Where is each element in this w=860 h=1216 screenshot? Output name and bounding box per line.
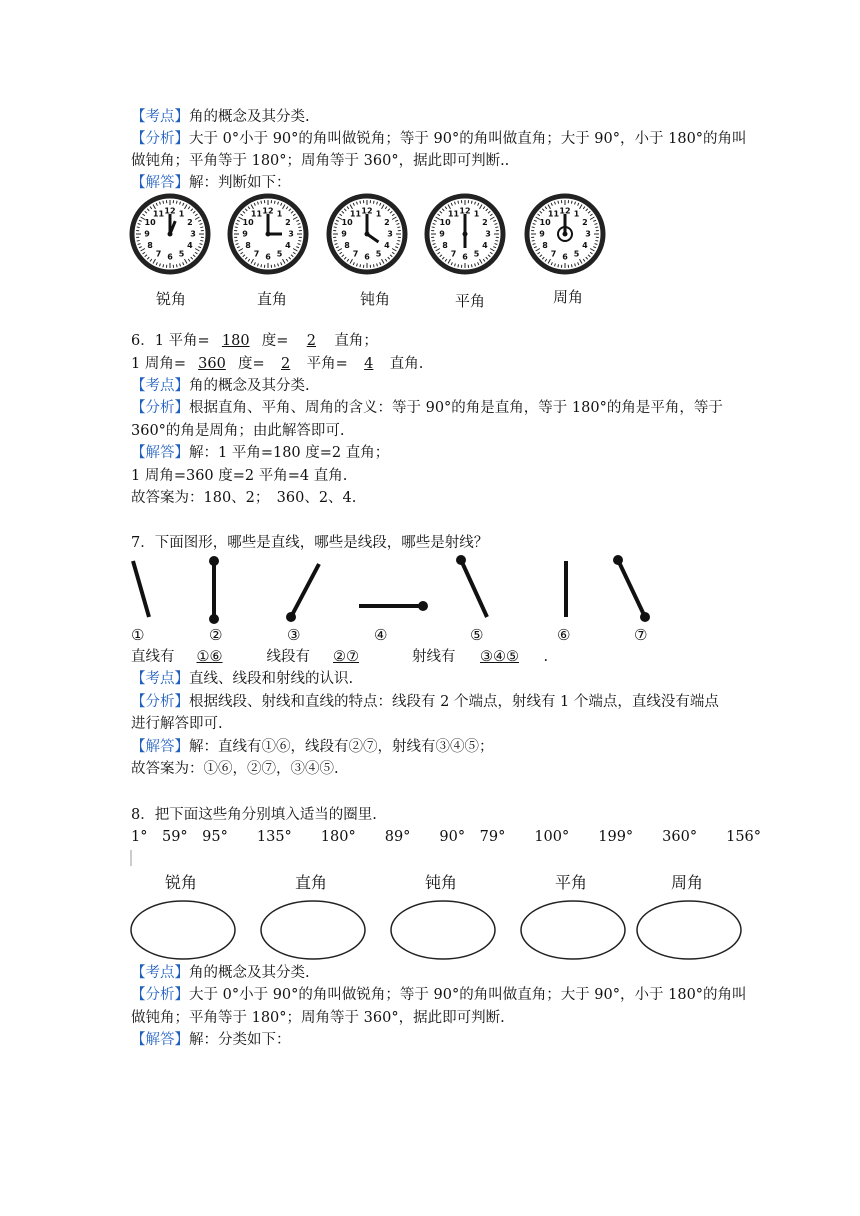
clock-tick xyxy=(163,201,164,204)
clock-label-obtuse: 钝角 xyxy=(359,290,390,308)
clock-numeral: 6 xyxy=(167,252,173,262)
clock-numeral: 2 xyxy=(582,218,588,227)
q6-jieda: 【解答】解：1 平角=180 度=2 直角； xyxy=(131,445,390,461)
clock-tick xyxy=(397,240,400,241)
q8-fenxi: 【分析】大于 0°小于 90°的角叫做锐角；等于 90°的角叫做直角；大于 90°，小于 180°的角叫 xyxy=(131,987,747,1003)
figure-7-endpoint-bottom xyxy=(640,612,650,622)
clock-tick xyxy=(235,240,238,241)
clock-tick xyxy=(163,264,164,267)
figure-5-endpoint xyxy=(456,555,466,565)
oval-label-acute: 锐角 xyxy=(164,873,197,892)
clock-numeral: 5 xyxy=(178,249,185,259)
clock-numeral: 10 xyxy=(144,218,156,227)
q7-fenxi-cont: 进行解答即可. xyxy=(131,716,223,732)
clock-numeral: 4 xyxy=(285,241,291,250)
clock-numeral: 4 xyxy=(482,241,488,250)
clock-center xyxy=(266,232,271,237)
clock-numeral: 5 xyxy=(473,249,480,259)
clock-numeral: 6 xyxy=(265,252,271,262)
clock-numeral: 7 xyxy=(450,249,457,259)
clock-figure xyxy=(128,194,608,280)
figure-2-endpoint-top xyxy=(209,556,219,566)
clock-tick xyxy=(200,227,203,228)
clock-tick xyxy=(495,227,498,228)
clock-numeral: 11 xyxy=(447,209,460,219)
figure-2-label: ② xyxy=(209,626,223,644)
figure-3-ray xyxy=(291,564,319,617)
clock-tick xyxy=(373,264,374,267)
q5-kaodian: 【考点】角的概念及其分类. xyxy=(131,109,310,125)
clock-numeral: 9 xyxy=(144,229,150,239)
clock-4 xyxy=(427,196,503,272)
q5-fenxi-cont: 做钝角；平角等于 180°；周角等于 360°，据此即可判断.. xyxy=(131,153,510,169)
clock-2 xyxy=(230,196,306,272)
clock-tick xyxy=(471,264,472,267)
q7-jieda: 【解答】解：直线有①⑥，线段有②⑦，射线有③④⑤； xyxy=(131,739,494,755)
clock-numeral: 6 xyxy=(462,252,468,262)
figure-7-segment xyxy=(618,560,645,617)
q6-fenxi-cont: 360°的角是周角；由此解答即可. xyxy=(131,423,345,439)
clock-tick xyxy=(176,201,177,204)
oval-obtuse xyxy=(391,901,495,959)
figure-4-label: ④ xyxy=(374,626,388,644)
clock-tick xyxy=(298,227,301,228)
clock-tick xyxy=(532,240,535,241)
clock-numeral: 1 xyxy=(178,209,185,219)
clock-tick xyxy=(261,264,262,267)
clock-numeral: 6 xyxy=(562,252,568,262)
clock-tick xyxy=(200,240,203,241)
oval-acute xyxy=(131,901,235,959)
clock-numeral: 7 xyxy=(155,249,162,259)
clock-tick xyxy=(571,201,572,204)
clock-tick xyxy=(432,227,435,228)
clock-tick xyxy=(373,201,374,204)
figure-1-label: ① xyxy=(131,626,145,644)
figure-1-line xyxy=(133,561,149,617)
clock-numeral: 5 xyxy=(573,249,580,259)
clock-numeral: 12 xyxy=(164,206,176,216)
clock-numeral: 4 xyxy=(187,241,193,250)
q6-jieda-cont: 1 周角=360 度=2 平角=4 直角. xyxy=(131,468,348,484)
clock-numeral: 12 xyxy=(361,206,373,216)
oval-label-full: 周角 xyxy=(670,873,703,892)
clock-tick xyxy=(558,201,559,204)
clock-numeral: 8 xyxy=(442,241,448,250)
clock-tick xyxy=(495,240,498,241)
q5-fenxi: 【分析】大于 0°小于 90°的角叫做锐角；等于 90°的角叫做直角；大于 90°，小于 180°的角叫 xyxy=(131,131,747,147)
q8-kaodian: 【考点】角的概念及其分类. xyxy=(131,965,310,981)
oval-straight xyxy=(521,901,625,959)
figure-7-endpoint-top xyxy=(613,555,623,565)
oval-right xyxy=(261,901,365,959)
clock-tick xyxy=(137,227,140,228)
clock-numeral: 9 xyxy=(341,229,347,239)
clock-center xyxy=(168,232,173,237)
clock-tick xyxy=(261,201,262,204)
q6-kaodian: 【考点】角的概念及其分类. xyxy=(131,378,310,394)
figure-3-endpoint xyxy=(286,612,296,622)
clock-numeral: 6 xyxy=(364,252,370,262)
oval-label-straight: 平角 xyxy=(554,873,587,892)
clock-numeral: 1 xyxy=(276,209,283,219)
clock-numeral: 3 xyxy=(585,229,591,239)
clock-numeral: 3 xyxy=(288,229,294,239)
clock-numeral: 11 xyxy=(349,209,362,219)
clock-tick xyxy=(298,240,301,241)
clock-center xyxy=(563,232,568,237)
clock-numeral: 8 xyxy=(542,241,548,250)
clock-tick xyxy=(532,227,535,228)
clock-tick xyxy=(397,227,400,228)
clock-tick xyxy=(432,240,435,241)
figure-6-label: ⑥ xyxy=(557,626,571,644)
clock-tick xyxy=(471,201,472,204)
clock-tick xyxy=(274,264,275,267)
clock-numeral: 11 xyxy=(152,209,165,219)
clock-tick xyxy=(360,201,361,204)
q5-jieda: 【解答】解：判断如下： xyxy=(131,175,291,191)
clock-tick xyxy=(235,227,238,228)
clock-tick xyxy=(595,240,598,241)
oval-label-right: 直角 xyxy=(294,873,327,892)
clock-label-right: 直角 xyxy=(256,290,287,308)
q6-line2: 1 周角= 360 度= 2 平角= 4 直角. xyxy=(131,356,424,372)
clock-5 xyxy=(527,196,603,272)
clock-numeral: 10 xyxy=(439,218,451,227)
clock-numeral: 1 xyxy=(375,209,382,219)
q8-angle-list: 1° 59° 95° 135° 180° 89° 90° 79° 100° 199° 360° 156° xyxy=(131,829,762,845)
q6-answer: 故答案为：180、2； 360、2、4. xyxy=(131,490,357,506)
clock-numeral: 12 xyxy=(459,206,471,216)
q8-question: 8．把下面这些角分别填入适当的圈里. xyxy=(131,807,377,823)
clock-numeral: 8 xyxy=(344,241,350,250)
q8-jieda: 【解答】解：分类如下： xyxy=(131,1032,291,1048)
oval-full xyxy=(637,901,741,959)
clock-numeral: 11 xyxy=(547,209,560,219)
clock-numeral: 10 xyxy=(242,218,254,227)
clock-numeral: 5 xyxy=(375,249,382,259)
clock-3 xyxy=(329,196,405,272)
clock-label-straight: 平角 xyxy=(454,292,485,310)
q7-answer-line: 直线有 ①⑥ 线段有 ②⑦ 射线有 ③④⑤ . xyxy=(131,649,549,665)
clock-numeral: 2 xyxy=(384,218,390,227)
clock-tick xyxy=(334,240,337,241)
clock-tick xyxy=(458,264,459,267)
clock-numeral: 7 xyxy=(352,249,359,259)
clock-numeral: 4 xyxy=(384,241,390,250)
oval-label-obtuse: 钝角 xyxy=(424,873,457,892)
figure-5-label: ⑤ xyxy=(470,626,484,644)
clock-label-full: 周角 xyxy=(552,288,583,306)
clock-numeral: 3 xyxy=(387,229,393,239)
figure-4-endpoint xyxy=(418,601,428,611)
clock-numeral: 12 xyxy=(559,206,571,216)
clock-numeral: 7 xyxy=(253,249,260,259)
clock-tick xyxy=(458,201,459,204)
q6-line1: 6．1 平角= 180 度= 2 直角； xyxy=(131,333,378,349)
clock-numeral: 1 xyxy=(473,209,480,219)
q7-kaodian: 【考点】直线、线段和射线的认识. xyxy=(131,671,354,687)
clock-tick xyxy=(334,227,337,228)
clock-numeral: 11 xyxy=(250,209,263,219)
clock-numeral: 4 xyxy=(582,241,588,250)
clock-tick xyxy=(274,201,275,204)
clock-numeral: 3 xyxy=(190,229,196,239)
clock-tick xyxy=(360,264,361,267)
clock-tick xyxy=(571,264,572,267)
clock-tick xyxy=(558,264,559,267)
clock-center xyxy=(463,232,468,237)
clock-numeral: 10 xyxy=(539,218,551,227)
clock-numeral: 12 xyxy=(262,206,274,216)
clock-numeral: 9 xyxy=(242,229,248,239)
clock-center xyxy=(365,232,370,237)
line-figures xyxy=(128,555,668,625)
clock-numeral: 2 xyxy=(285,218,291,227)
figure-5-ray xyxy=(461,560,487,617)
clock-numeral: 8 xyxy=(245,241,251,250)
clock-numeral: 3 xyxy=(485,229,491,239)
figure-7-label: ⑦ xyxy=(634,626,648,644)
clock-numeral: 2 xyxy=(482,218,488,227)
clock-label-acute: 锐角 xyxy=(155,290,186,308)
clock-numeral: 10 xyxy=(341,218,353,227)
q8-fenxi-cont: 做钝角；平角等于 180°；周角等于 360°，据此即可判断. xyxy=(131,1010,505,1026)
clock-numeral: 5 xyxy=(276,249,283,259)
figure-2-endpoint-bottom xyxy=(209,614,219,624)
clock-numeral: 7 xyxy=(550,249,557,259)
q7-answer: 故答案为：①⑥，②⑦，③④⑤. xyxy=(131,761,339,777)
clock-1 xyxy=(132,196,208,272)
q7-question: 7．下面图形，哪些是直线，哪些是线段，哪些是射线？ xyxy=(131,535,489,551)
q6-fenxi: 【分析】根据直角、平角、周角的含义：等于 90°的角是直角，等于 180°的角是平角，等于 xyxy=(131,400,723,416)
clock-numeral: 1 xyxy=(573,209,580,219)
clock-numeral: 9 xyxy=(439,229,445,239)
clock-tick xyxy=(595,227,598,228)
clock-tick xyxy=(137,240,140,241)
clock-numeral: 9 xyxy=(539,229,545,239)
classification-ovals xyxy=(128,848,748,963)
figure-3-label: ③ xyxy=(287,626,301,644)
clock-tick xyxy=(176,264,177,267)
q7-fenxi: 【分析】根据线段、射线和直线的特点：线段有 2 个端点，射线有 1 个端点，直线没有端点 xyxy=(131,694,719,710)
clock-numeral: 2 xyxy=(187,218,193,227)
clock-numeral: 8 xyxy=(147,241,153,250)
